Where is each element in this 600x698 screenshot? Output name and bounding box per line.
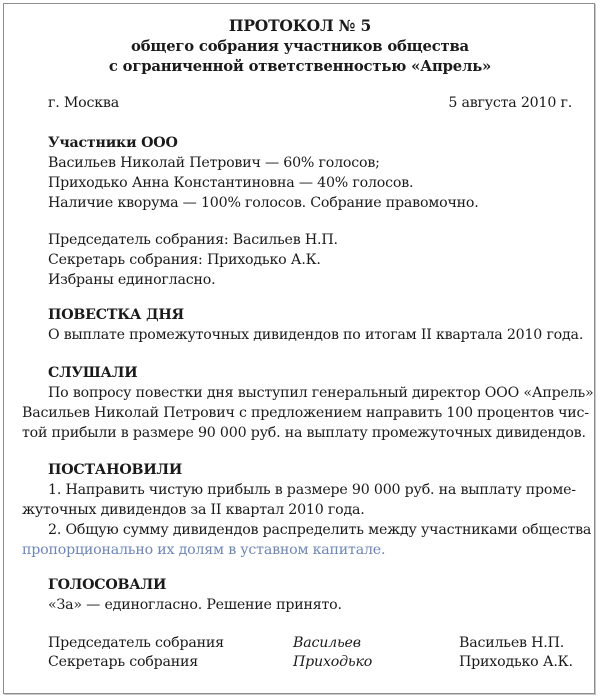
secretary-line: Секретарь собрания: Приходько А.К. [48, 252, 321, 268]
heard-text-line: По вопросу повестки дня выступил генеральный директор ООО «Апрель» [48, 385, 594, 401]
signature: Приходько [293, 654, 373, 670]
city: г. Москва [48, 95, 119, 111]
resolution-line: 2. Общую сумму дивидендов распределить между участниками общества [48, 522, 592, 538]
resolution-line: жуточных дивидендов за II квартал 2010 года. [22, 502, 365, 518]
chairman-line: Председатель собрания: Васильев Н.П. [48, 232, 338, 248]
signature: Васильев [293, 635, 361, 651]
document-subtitle-line2: с ограниченной ответственностью «Апрель» [108, 58, 492, 75]
date: 5 августа 2010 г. [448, 95, 572, 111]
signatory-name: Приходько А.К. [459, 654, 573, 670]
voted-text: «За» — единогласно. Решение принято. [48, 597, 342, 613]
signatory-name: Васильев Н.П. [459, 635, 565, 651]
heard-text-line: той прибыли в размере 90 000 руб. на выплату промежуточных дивидендов. [22, 425, 586, 441]
signature-role: Председатель собрания [48, 635, 224, 651]
agenda-text: О выплате промежуточных дивидендов по итогам II квартала 2010 года. [48, 327, 584, 343]
document-subtitle-line1: общего собрания участников общества [131, 38, 469, 55]
highlighted-link-text[interactable]: пропорционально их долям в уставном капитале. [22, 542, 386, 558]
resolution-line: 1. Направить чистую прибыль в размере 90 000 руб. на выплату проме- [48, 482, 576, 498]
participants-heading: Участники ООО [48, 135, 178, 151]
quorum-line: Наличие кворума — 100% голосов. Собрание правомочно. [48, 195, 479, 211]
document-title: ПРОТОКОЛ № 5 [228, 16, 372, 35]
participant-line: Приходько Анна Константиновна — 40% голосов. [48, 175, 414, 191]
participant-line: Васильев Николай Петрович — 60% голосов; [48, 155, 380, 171]
heard-heading: СЛУШАЛИ [48, 365, 138, 381]
voted-heading: ГОЛОСОВАЛИ [48, 577, 167, 593]
signature-role: Секретарь собрания [48, 654, 199, 670]
agenda-heading: ПОВЕСТКА ДНЯ [48, 307, 184, 323]
heard-text-line: Васильев Николай Петрович с предложением направить 100 процентов чис- [22, 405, 589, 421]
resolved-heading: ПОСТАНОВИЛИ [48, 462, 183, 478]
elected-line: Избраны единогласно. [48, 272, 216, 288]
